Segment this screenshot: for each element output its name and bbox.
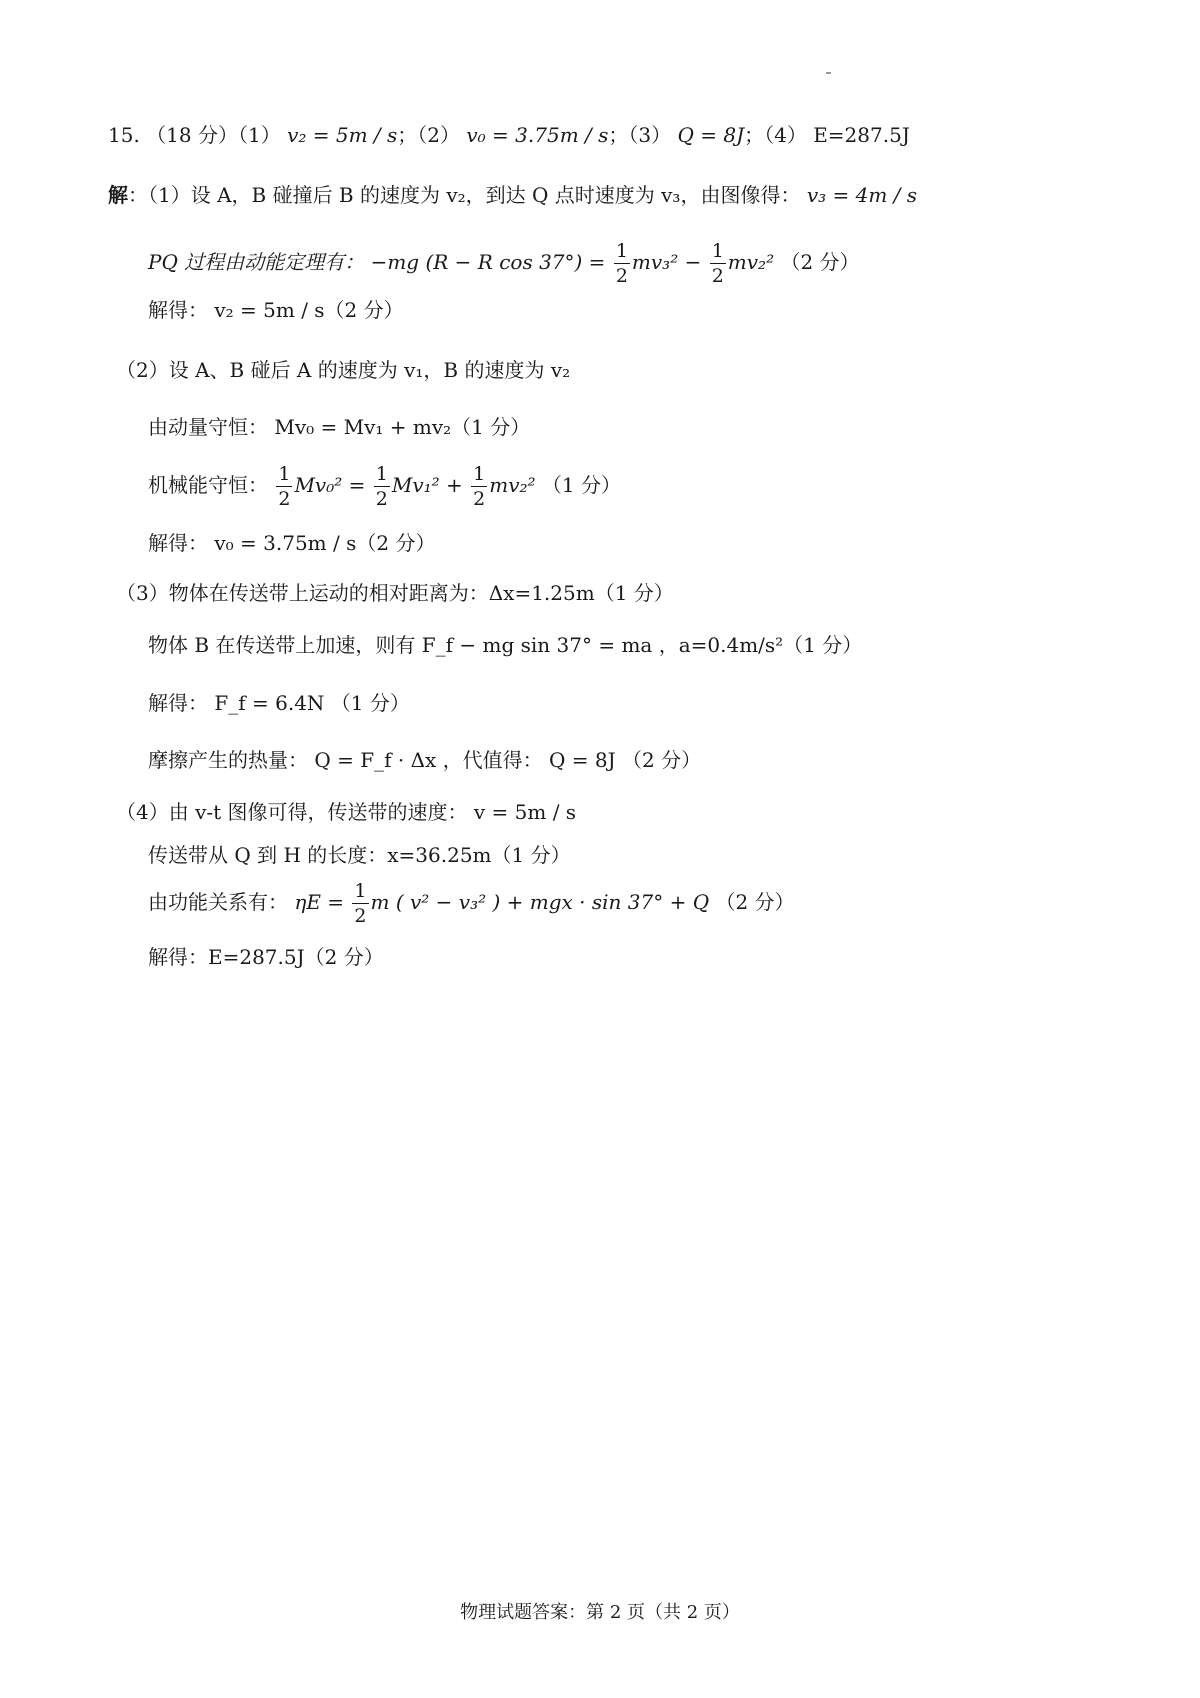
part2-result: 解得： v₀ = 3.75m / s（2 分） xyxy=(148,531,436,555)
fraction-half: $\frac{1}{2}$ xyxy=(278,463,291,510)
part4-intro: （4）由 v-t 图像可得，传送带的速度： v = 5m / s xyxy=(116,800,577,824)
equation-label: 机械能守恒： xyxy=(148,473,268,497)
part2-intro: （2）设 A、B 碰后 A 的速度为 v₁，B 的速度为 v₂ xyxy=(116,358,571,382)
part-marker: ；（2） xyxy=(397,123,461,147)
part1-v3-value: v₃ = 4m / s xyxy=(806,183,918,207)
part2-momentum: 由动量守恒： Mv₀ = Mv₁ + mv₂（1 分） xyxy=(148,415,531,439)
part4-energy-equation xyxy=(148,872,795,932)
fraction-half: $\frac{1}{2}$ xyxy=(711,240,724,287)
equation-term: mv₂² xyxy=(727,250,775,274)
equation-term: Mv₀² = xyxy=(294,473,366,497)
answer-1: v₂ = 5m / s xyxy=(287,123,398,147)
equation-label: 由功能关系有： xyxy=(148,890,288,914)
part4-length: 传送带从 Q 到 H 的长度：x=36.25m（1 分） xyxy=(148,843,571,867)
fraction-half: $\frac{1}{2}$ xyxy=(615,240,628,287)
fraction-half: $\frac{1}{2}$ xyxy=(354,880,367,927)
part3-heat: 摩擦产生的热量： Q = F_f · Δx ，代值得： Q = 8J （2 分） xyxy=(148,748,702,772)
score-note: （2 分） xyxy=(780,250,860,274)
question-score: （18 分） xyxy=(146,123,238,147)
answer-summary xyxy=(108,120,910,150)
part1-result: 解得： v₂ = 5m / s（2 分） xyxy=(148,298,404,322)
solution-label: 解 xyxy=(108,183,128,207)
equation-term: mv₃² − xyxy=(631,250,702,274)
scan-mark xyxy=(826,72,831,74)
equation-label: PQ 过程由动能定理有： xyxy=(148,250,365,274)
part1-intro xyxy=(108,180,917,210)
part4-result: 解得：E=287.5J（2 分） xyxy=(148,945,384,969)
answer-3: Q = 8J xyxy=(677,123,745,147)
part-marker: ；（3） xyxy=(608,123,672,147)
equation-right: m ( v² − v₃² ) + mgx · sin 37° + Q xyxy=(370,890,710,914)
part-marker: （1） xyxy=(237,123,281,147)
score-note: （1 分） xyxy=(541,473,621,497)
answer-2: v₀ = 3.75m / s xyxy=(466,123,609,147)
part1-intro-text: ：（1）设 A，B 碰撞后 B 的速度为 v₂，到达 Q 点时速度为 v₃，由图像得： xyxy=(128,183,801,207)
equation-left: ηE = xyxy=(294,890,345,914)
page-footer: 物理试题答案：第 2 页（共 2 页） xyxy=(460,1602,740,1623)
answer-4: E=287.5J xyxy=(813,123,910,147)
question-number: 15. xyxy=(108,123,140,147)
part3-acceleration: 物体 B 在传送带上加速，则有 F_f − mg sin 37° = ma ，a=0.4m/s²（1 分） xyxy=(148,633,863,657)
fraction-half: $\frac{1}{2}$ xyxy=(375,463,388,510)
equation-term: mv₂² xyxy=(489,473,536,497)
part-marker: ；（4） xyxy=(744,123,807,147)
score-note: （2 分） xyxy=(715,890,795,914)
equation-left: −mg (R − R cos 37°) = xyxy=(370,250,606,274)
equation-term: Mv₁² + xyxy=(391,473,463,497)
part1-energy-equation xyxy=(148,232,860,292)
fraction-half: $\frac{1}{2}$ xyxy=(473,463,486,510)
part3-friction-result: 解得： F_f = 6.4N （1 分） xyxy=(148,691,410,715)
part3-intro: （3）物体在传送带上运动的相对距离为：Δx=1.25m（1 分） xyxy=(116,581,674,605)
part2-energy-equation xyxy=(148,455,621,515)
